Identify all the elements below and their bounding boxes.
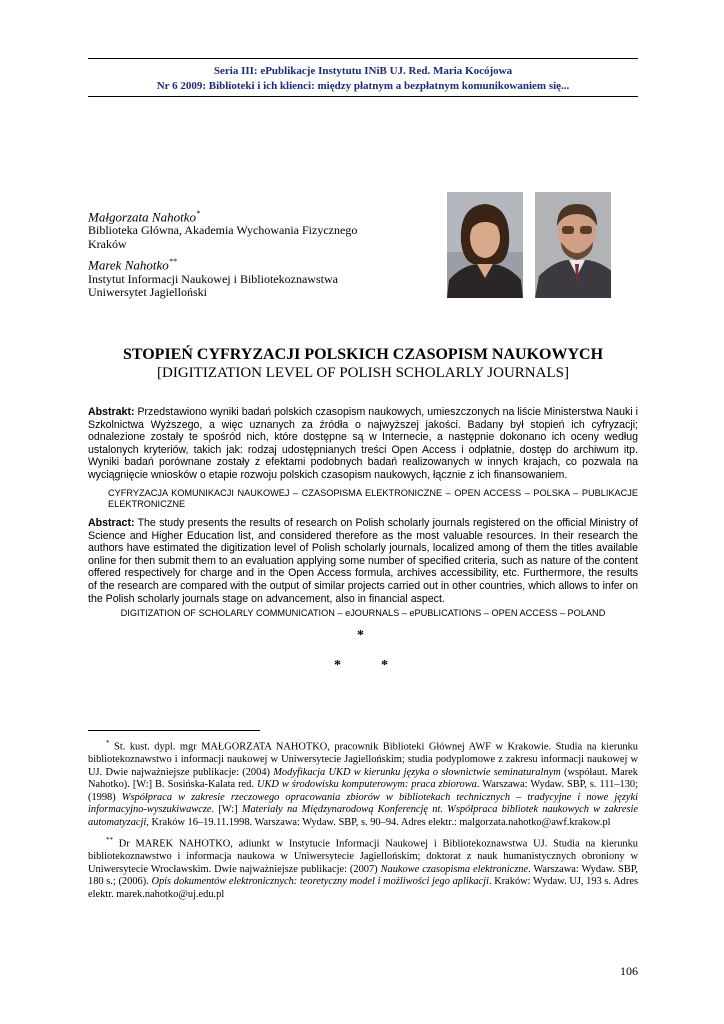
author-1-footnote-mark[interactable]: * (195, 209, 200, 218)
keywords-english: DIGITIZATION OF SCHOLARLY COMMUNICATION – eJOURNALS – ePUBLICATIONS – OPEN ACCESS – POLAND (120, 608, 606, 618)
authors-block (88, 206, 418, 300)
footnote-1-mark: * (106, 739, 110, 747)
footnote-rule (88, 730, 260, 731)
author-2-name: Marek Nahotko (88, 257, 169, 273)
header-bottom-rule (88, 96, 638, 97)
abstract-english-text: The study presents the results of research on Polish scholarly journals registered on the official Ministry of Science and Higher Education list, and considered therefore as the most valuable resources. In their research the authors have estimated the digitization level of Polish scholarly journals, localized among of them the titles available online for then submit them to an evaluation applying some number of specified criteria, such as nature of the content offered respectively for charge and in the Open Access formula, archives accessibility, etc. Furthermore, the results of the research are compared with the output of similar projects carried out in other countries, which allows to infer on the Polish scholarly journals stage on advancement, also in financial aspect. (88, 517, 638, 605)
abstract-polish (88, 406, 638, 482)
footnote-2-mark: ** (106, 836, 113, 844)
author-2-university: Uniwersytet Jagielloński (88, 285, 207, 300)
author-2 (88, 254, 418, 299)
series-header (88, 64, 638, 94)
author-1-name: Małgorzata Nahotko (88, 209, 196, 225)
abstract-polish-label: Abstrakt: (88, 406, 135, 418)
asterism-star-right: * (381, 658, 388, 673)
author-2-affiliation: Instytut Informacji Naukowej i Bibliotekoznawstwa (88, 271, 338, 286)
author-2-footnote-mark[interactable]: ** (168, 257, 177, 267)
series-line-2: Nr 6 2009: Biblioteki i ich klienci: między płatnym a bezpłatnym komunikowaniem się... (156, 80, 570, 92)
author-1-photo (447, 192, 523, 298)
author-2-photo (535, 192, 611, 298)
title-polish: STOPIEŃ CYFRYZACJI POLSKICH CZASOPISM NAUKOWYCH (122, 346, 604, 363)
author-1-affiliation: Biblioteka Główna, Akademia Wychowania Fizycznego (88, 223, 358, 238)
abstract-english (88, 517, 638, 605)
header-top-rule (88, 58, 638, 59)
asterism-star-left: * (334, 658, 341, 673)
article-title (88, 346, 638, 382)
asterism-star-top: * (357, 628, 364, 643)
author-1 (88, 206, 418, 251)
footnote-1: * St. kust. dypl. mgr MAŁGORZATA NAHOTKO, pracownik Biblioteki Głównej AWF w Krakowie. Studia na kierunku bibliotekoznawstwo i informacji naukowej w Uniwersytecie Jagiellońskim; studia podyplomowe z zakresu informacji naukowej w UJ. Dwie najważniejsze publikacje: (2004) Modyfikacja UKD w kierunku języka o słownictwie seminaturalnym (współaut. Marek Nahotko). [W:] B. Sosińska-Kalata red. UKD w środowisku komputerowym: praca zbiorowa. Warszawa: Wydaw. SBP, s. 111–130; (1998) Współpraca w zakresie rzeczowego opracowania zbiorów w bibliotekach technicznych – tradycyjne i nowe języki informacyjno-wyszukiwawcze. [W:] Materiały na Międzynarodową Konferencję nt. Współpraca bibliotek naukowych w zakresie automatyzacji, Kraków 16–19.11.1998. Warszawa: Wydaw. SBP, s. 90–94. Adres elektr.: malgorzata.nahotko@awf.krakow.pl (88, 739, 639, 829)
footnote-2: ** Dr MAREK NAHOTKO, adiunkt w Instytucie Informacji Naukowej i Bibliotekoznawstwa UJ. Studia na kierunku bibliotekoznawstwo i informacja naukowa w Uniwersytecie Jagiellońskim; doktorat z nauk humanistycznych obroniony w Uniwersytecie Wrocławskim. Dwie najważniejsze publikacje: (2007) Naukowe czasopisma elektroniczne. Warszawa: Wydaw. SBP, 180 s.; (2006). Opis dokumentów elektronicznych: teoretyczny model i możliwości jego aplikacji. Kraków: Wydaw. UJ, 193 s. Adres elektr. marek.nahotko@uj.edu.pl (88, 836, 638, 900)
author-1-city: Kraków (88, 236, 127, 251)
series-line-1: Seria III: ePublikacje Instytutu INiB UJ. Red. Maria Kocójowa (213, 65, 513, 77)
abstract-english-label: Abstract: (88, 517, 135, 529)
abstract-polish-text: Przedstawiono wyniki badań polskich czasopism naukowych, umieszczonych na liście Ministerstwa Nauki i Szkolnictwa Wyższego, a więc uznanych za źródła o najwyższej jakości. Badany był stopień ich cyfryzacji; odnalezione zostały te spośród nich, które dostępne są w Internecie, a następnie dokonano ich oceny według ustalonych kryteriów, takich jak: rodzaj udostępnianych treści Open Access i odpłatnie, dostęp do archiwum itp. Wyniki badań porównane zostały z efektami podobnych badań realizowanych w innych krajach, co pozwala na wyciągnięcie wniosków o etapie rozwoju polskich czasopism naukowych, łącznie z ich finansowaniem. (88, 406, 638, 481)
keywords-polish: CYFRYZACJA KOMUNIKACJI NAUKOWEJ – CZASOPISMA ELEKTRONICZNE – OPEN ACCESS – POLSKA – PUBLIKACJE ELEKTRONICZNE (108, 488, 638, 509)
title-english: [DIGITIZATION LEVEL OF POLISH SCHOLARLY JOURNALS] (157, 365, 569, 381)
page-number: 106 (620, 964, 638, 978)
